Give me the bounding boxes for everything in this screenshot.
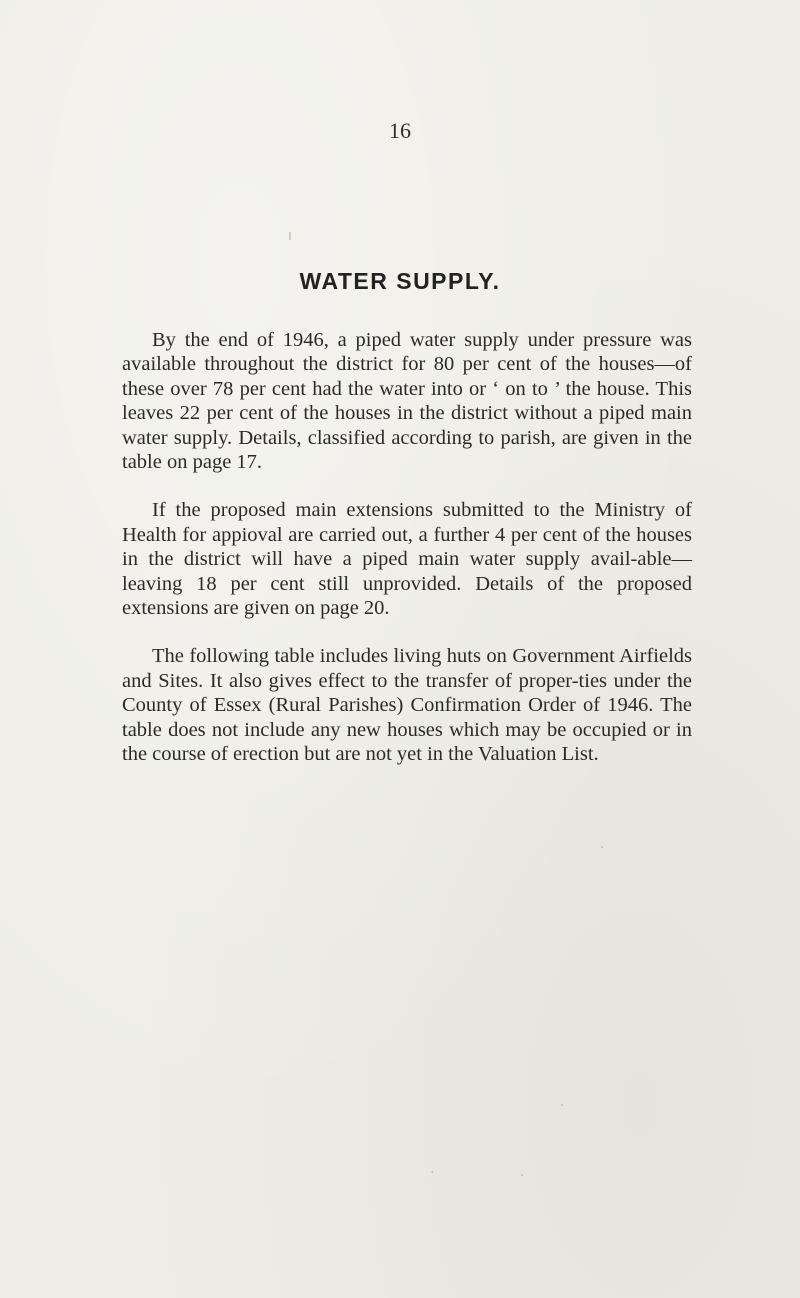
paragraph-2: If the proposed main extensions submitted to the Ministry of Health for appioval are carried out, a further 4 per cent of the houses in the district will have a piped main water supply avail-able—leaving 18 per cent still unprovided. Details of the proposed extensions are given on page 20. bbox=[122, 499, 692, 620]
page-number: 16 bbox=[389, 118, 411, 143]
paper-speck: · bbox=[430, 1165, 435, 1181]
body-text bbox=[122, 328, 692, 791]
paper-speck: · bbox=[600, 840, 605, 856]
paragraph-3: The following table includes living huts on Government Airfields and Sites. It also gives effect to the transfer of proper-ties under the County of Essex (Rural Parishes) Confirmation Order of 1946. The table does not include any new houses which may be occupied or in the course of erection but are not yet in the Valuation List. bbox=[122, 645, 692, 766]
paper-speck: · bbox=[560, 1098, 565, 1114]
paper-speck: · bbox=[520, 1168, 525, 1184]
section-heading: WATER SUPPLY. bbox=[299, 268, 501, 294]
paragraph-1: By the end of 1946, a piped water supply under pressure was available throughout the district for 80 per cent of the houses—of these over 78 per cent had the water into or ‘ on to ’ the house. This leaves 22 per cent of the houses in the district without a piped main water supply. Details, classified according to parish, are given in the table on page 17. bbox=[122, 329, 692, 474]
paper-speck: ı bbox=[288, 228, 292, 244]
